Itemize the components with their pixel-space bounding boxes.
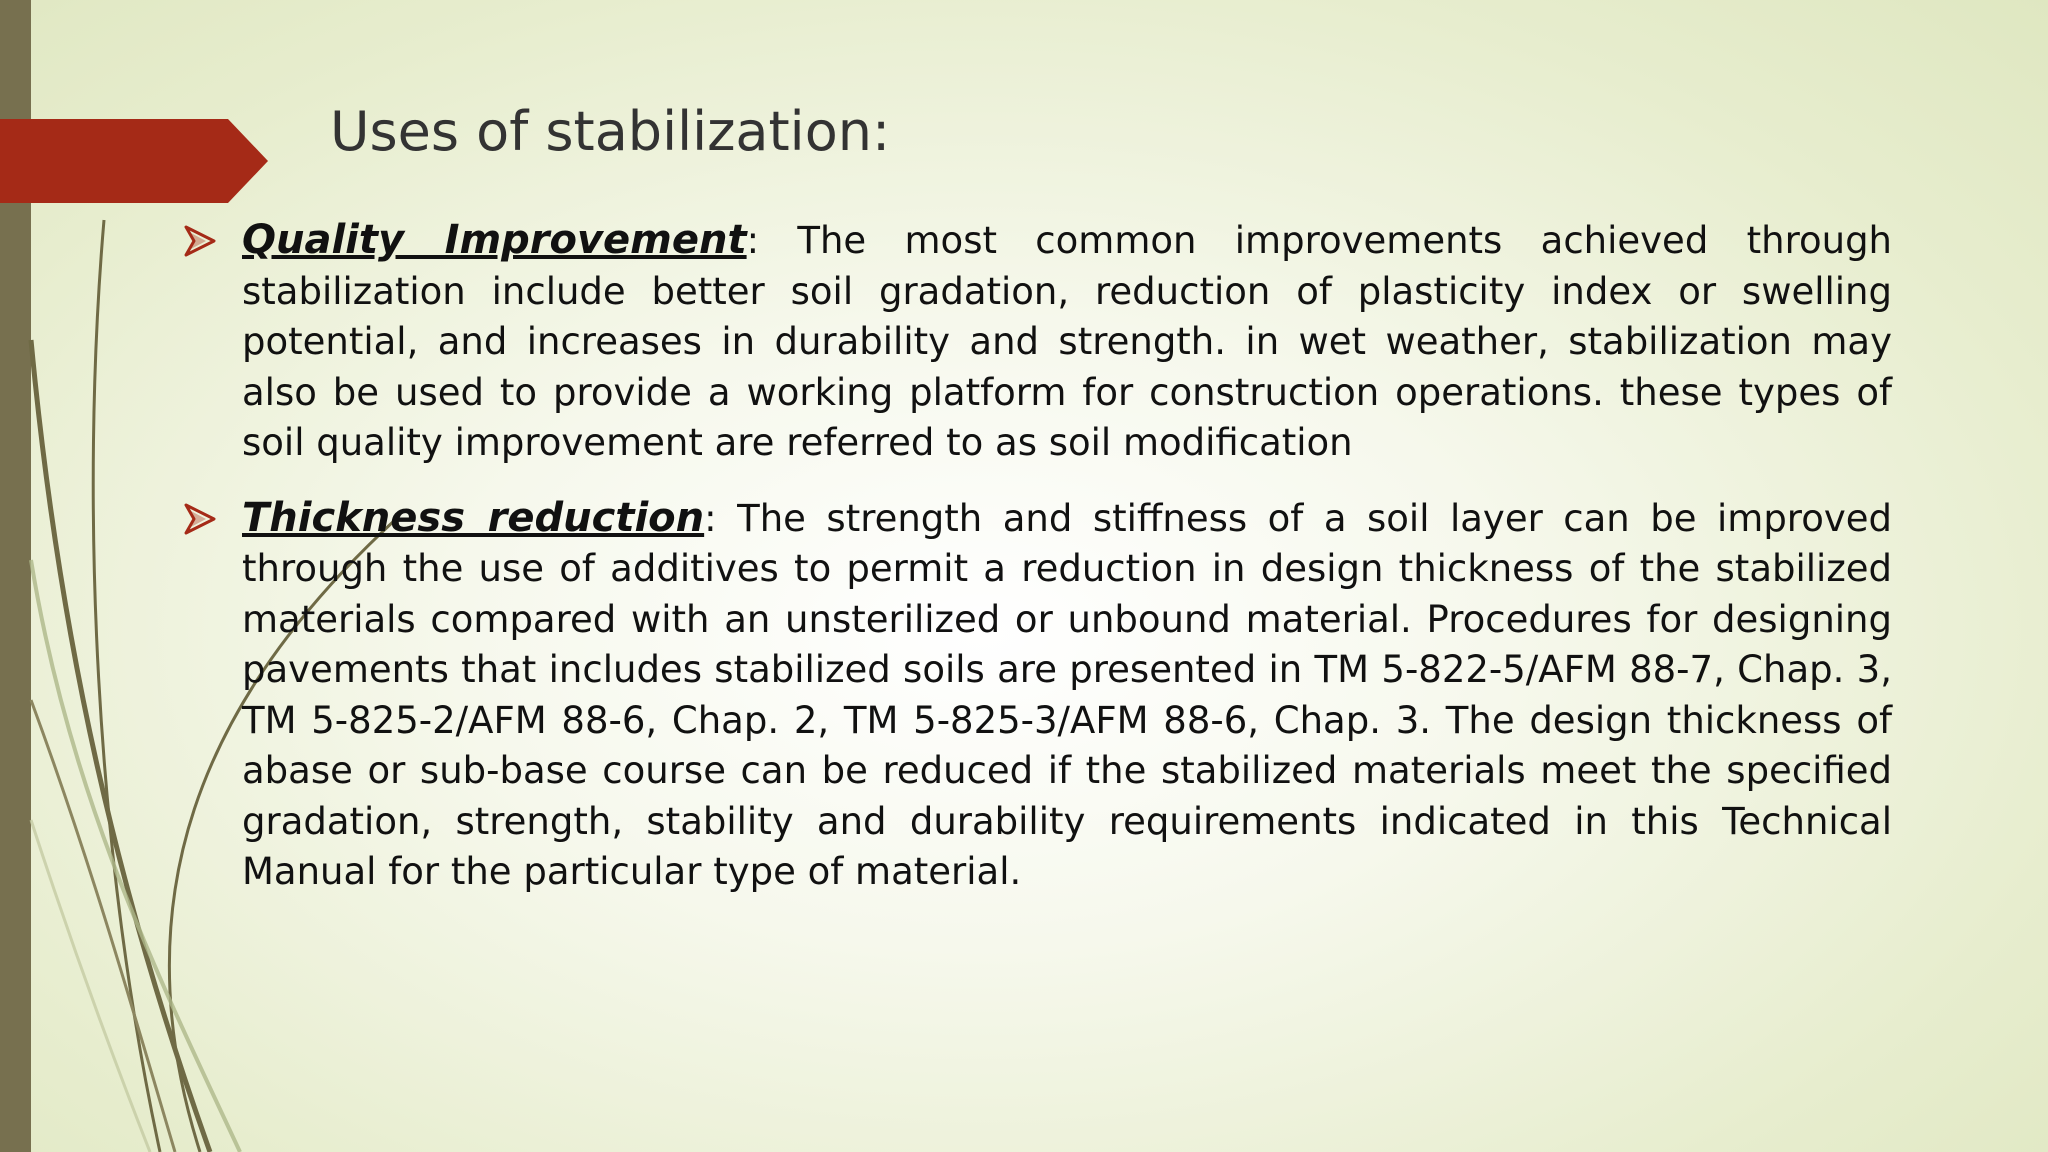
bullet-list: [182, 215, 1892, 922]
bullet-lead-term: Thickness reduction: [242, 494, 705, 541]
bullet-body-text: : The most common improvements achieved through stabilization include better soil gradation, reduction of plasticity index or swelling potential, and increases in durability and strength. in wet weather, stabilization may also be used to provide a working platform for construction operations. these types of soil quality improvement are referred to as soil modification: [242, 219, 1893, 464]
bullet-item-quality-improvement: [182, 215, 1892, 469]
red-arrow-banner: [0, 119, 268, 203]
arrowhead-bullet-icon: [182, 223, 218, 259]
slide-title: Uses of stabilization:: [330, 100, 891, 163]
left-accent-bar: [0, 0, 31, 1152]
bullet-lead-term: Quality Improvement: [242, 217, 747, 263]
bullet-paragraph: [242, 215, 1892, 469]
bullet-body-text: : The strength and stiffness of a soil layer can be improved through the use of additives to permit a reduction in design thickness of the stabilized materials compared with an unsterilized or unbound material. Procedures for designing pavements that includes stabilized soils are presented in TM 5-822-5/AFM 88-7, Chap. 3, TM 5-825-2/AFM 88-6, Chap. 2, TM 5-825-3/AFM 88-6, Chap. 3. The design thickness of abase or sub-base course can be reduced if the stabilized materials meet the specified gradation, strength, stability and durability requirements indicated in this Technical Manual for the particular type of material.: [242, 496, 1892, 893]
bullet-paragraph: [242, 493, 1892, 898]
bullet-item-thickness-reduction: [182, 493, 1892, 898]
arrowhead-bullet-icon: [182, 501, 218, 537]
